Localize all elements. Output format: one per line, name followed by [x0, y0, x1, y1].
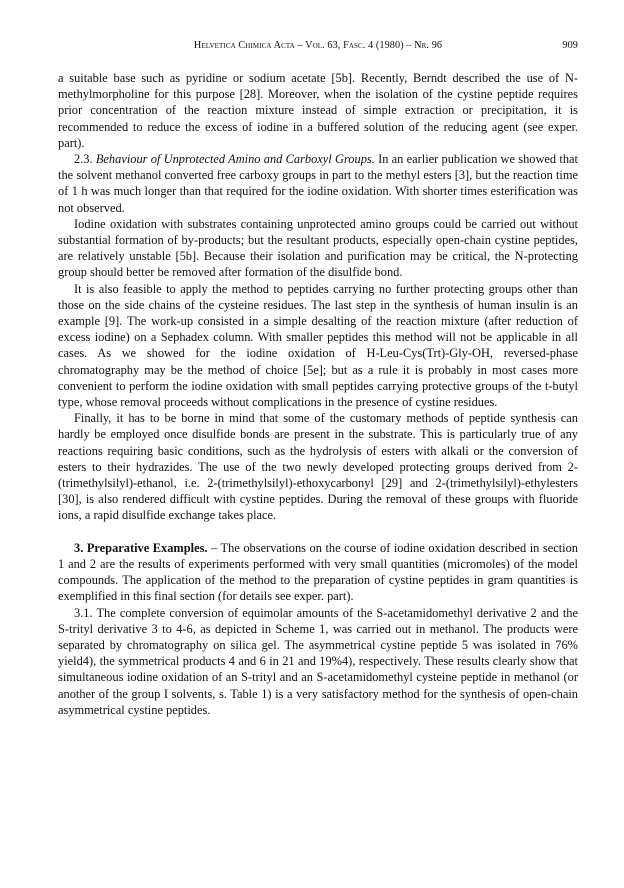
subsection-2-3: [58, 151, 578, 216]
paragraph-continuation: a suitable base such as pyridine or sodium acetate [5b]. Recently, Berndt described the use of N-methylmorpholine for this purpose [28]. Moreover, when the isolation of the cystine peptide requires prior concentration of the reaction mixture instead of simple extraction or precipitation, it is recommended to reduce the excess of iodine in a buffered solution of the reducing agent (see exper. part).: [58, 71, 578, 150]
paragraph-amino-groups: Iodine oxidation with substrates containing unprotected amino groups could be carried out without substantial formation of by-products; but the resultant products, especially open-chain cystine peptides, are relatively unstable [5b]. Because their isolation and purification may be critical, the N-protecting group should better be removed after formation of the disulfide bond.: [58, 216, 578, 280]
subsection-title: Behaviour of Unprotected Amino and Carboxyl Groups.: [95, 152, 375, 167]
running-header: [58, 40, 578, 56]
journal-citation: Helvetica Chimica Acta – Vol. 63, Fasc. 4 (1980) – Nr. 96: [193, 40, 443, 51]
section-heading: 3. Preparative Examples.: [74, 540, 208, 555]
journal-page: [58, 40, 578, 718]
section-intro-text: – The observations on the course of iodine oxidation described in section 1 and 2 are the results of experiments performed with very small quantities (micromoles) of the model compounds. The application of the method to the preparation of cystine peptides in gram quantities is exemplified in this final section (for details see exper. part).: [58, 540, 578, 604]
page-number: 909: [562, 40, 578, 51]
subsection-number: 2.3.: [74, 152, 93, 167]
subsection-text: In an earlier publication we showed that the solvent methanol converted free carboxy groups in part to the methyl esters [3], but the reaction time of 1 h was much longer than that required for the iodine oxidation. With shorter times esterification was not observed.: [58, 152, 578, 215]
section-3-intro: [58, 540, 578, 605]
paragraph-side-chains: It is also feasible to apply the method to peptides carrying no further protecting groups other than those on the side chains of the cysteine residues. The last step in the synthesis of human insulin is an example [9]. The work-up consisted in a simple desalting of the reaction mixture (after reduction of excess iodine) on a Sephadex column. With smaller peptides this method will not be applicable in all cases. As we showed for the iodine oxidation of H-Leu-Cys(Trt)-Gly-OH, reversed-phase chromatography may be the method of choice [5e]; but as a rule it is probably in most cases more convenient to perform the iodine oxidation with small peptides carrying protective groups of the t-butyl type, whose removal proceeds without complications in the presence of cystine residues.: [58, 281, 578, 410]
section-spacer: [58, 524, 578, 540]
paragraph-disulfide-limitations: Finally, it has to be borne in mind that some of the customary methods of peptide synthesis can hardly be employed once disulfide bonds are present in the substrate. This is particularly true of any reactions requiring basic conditions, such as the hydrolysis of esters with alkali or the conversion of esters to their hydrazides. The use of the two newly developed protecting groups derived from 2-(trimethylsilyl)-ethanol, i.e. 2-(trimethylsilyl)-ethoxycarbonyl [29] and 2-(trimethylsilyl)-ethylesters [30], is also rendered difficult with cystine peptides. During the removal of these groups with fluoride ions, a rapid disulfide exchange takes place.: [58, 411, 578, 523]
paragraph-3-1: 3.1. The complete conversion of equimolar amounts of the S-acetamidomethyl derivative 2 and the S-trityl derivative 3 to 4-6, as depicted in Scheme 1, was carried out in methanol. The products were separated by chromatography on silica gel. The asymmetrical cystine peptide 5 was isolated in 76% yield4), the symmetrical products 4 and 6 in 21 and 19%4), respectively. These results clearly show that simultaneous iodine oxidation of an S-trityl and an S-acetamidomethyl cysteine peptide in methanol (or another of the group I solvents, s. Table 1) is a very satisfactory method for the synthesis of open-chain asymmetrical cystine peptides.: [58, 605, 578, 717]
